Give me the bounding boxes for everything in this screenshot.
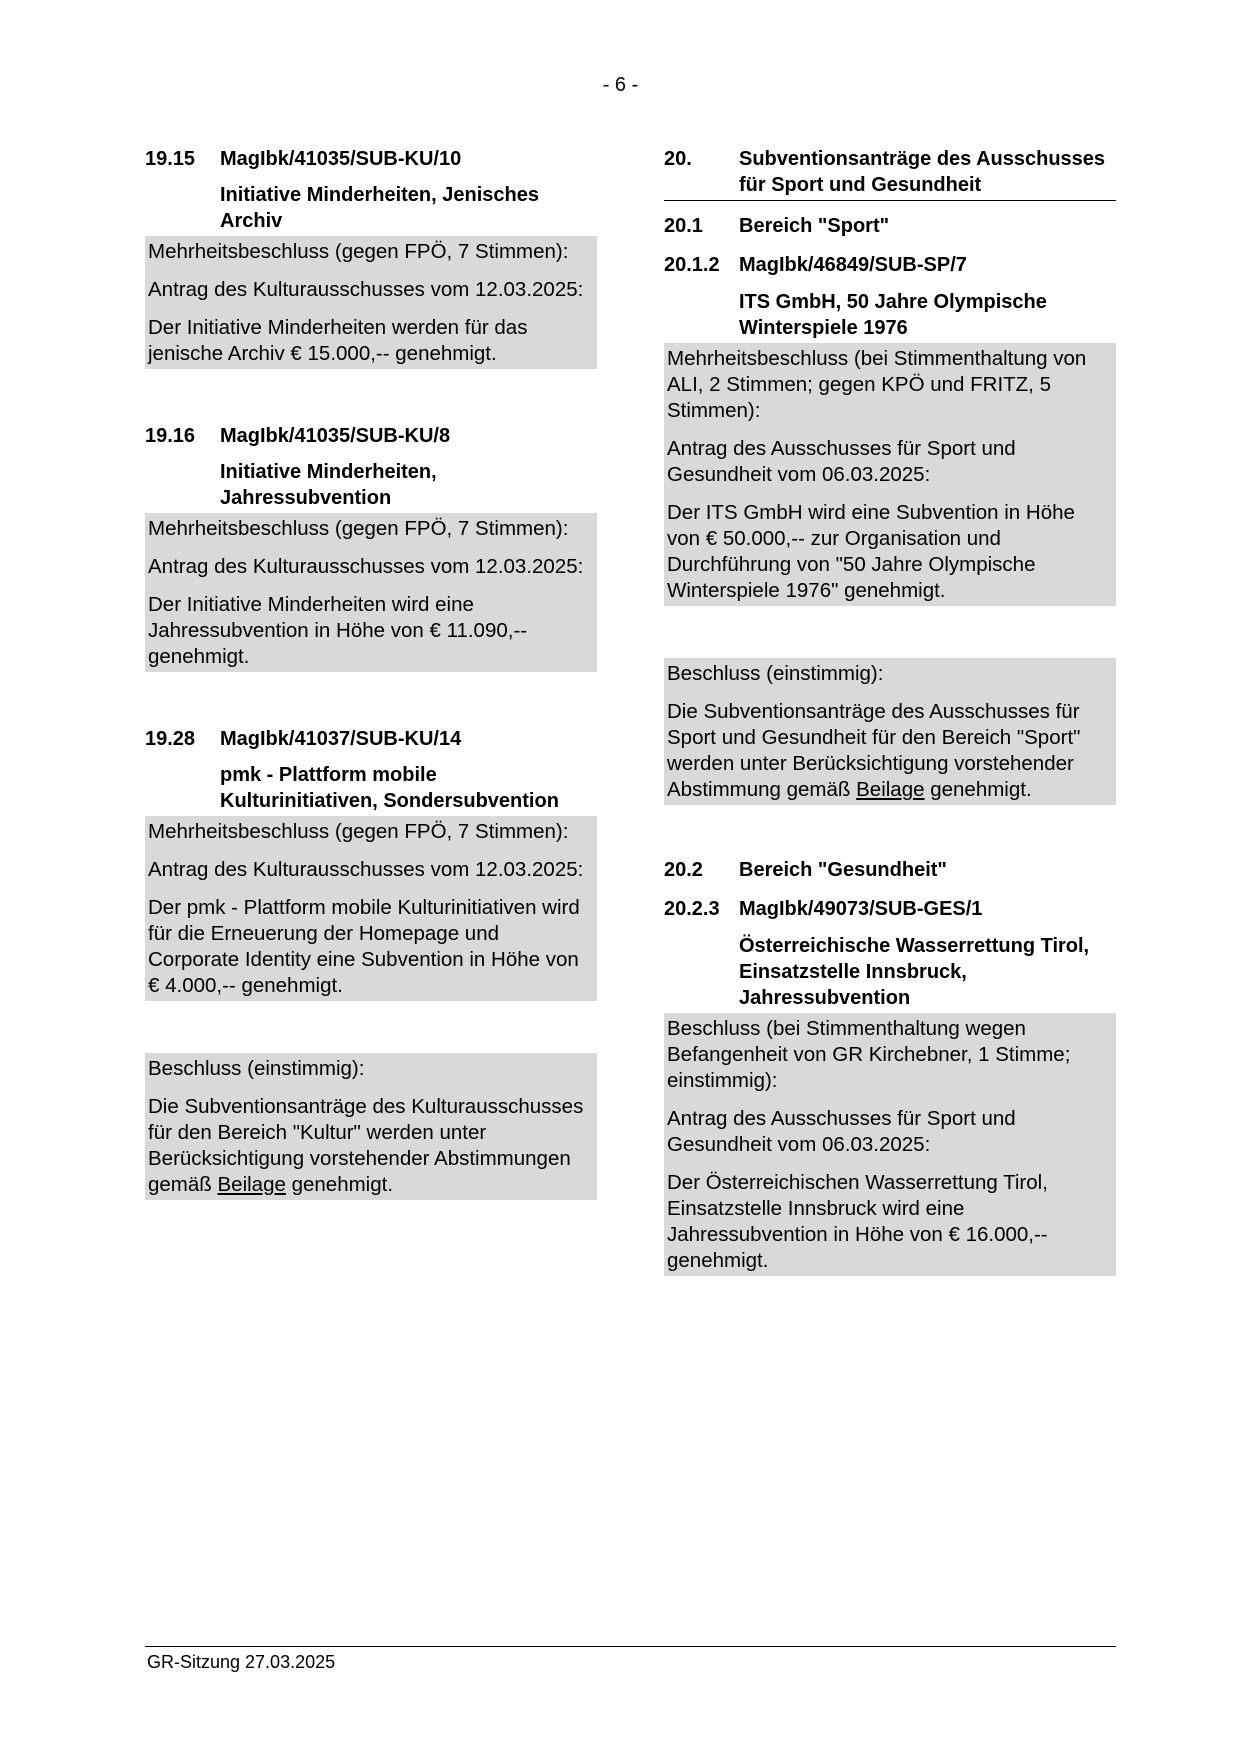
culture-summary-box (145, 1053, 597, 1200)
section-title: Bereich "Gesundheit" (739, 859, 947, 881)
section-number: 20.2 (664, 859, 703, 881)
resolution-text: Der Österreichischen Wasserrettung Tirol, Einsatzstelle Innsbruck wird eine Jahressubvention in Höhe von € 16.000,-- genehmigt. (667, 1171, 1048, 1272)
motion-source: Antrag des Ausschusses für Sport und Gesundheit vom 06.03.2025: (667, 1107, 1016, 1156)
section-heading-20-2 (664, 857, 1116, 883)
section-number: 20.2.3 (664, 898, 720, 920)
vote-result: Beschluss (einstimmig): (667, 662, 884, 685)
section-code: MagIbk/41035/SUB-KU/10 (220, 148, 462, 170)
page-number: - 6 - (602, 74, 639, 96)
resolution-text: Der ITS GmbH wird eine Subvention in Höhe von € 50.000,-- zur Organisation und Durchführung von "50 Jahre Olympische Winterspiele 1976" genehmigt. (667, 501, 1075, 602)
section-title: pmk - Plattform mobile Kulturinitiativen, Sondersubvention (220, 764, 559, 812)
section-number: 20. (664, 148, 692, 170)
resolution-text: Der pmk - Plattform mobile Kulturinitiativen wird für die Erneuerung der Homepage und Corporate Identity eine Subvention in Höhe von € 4.000,-- genehmigt. (148, 896, 580, 997)
section-20-2-3 (664, 896, 1116, 1276)
section-title: Subventionsanträge des Ausschusses für Sport und Gesundheit (739, 148, 1106, 196)
section-20-1-2 (664, 252, 1116, 606)
section-code: MagIbk/41035/SUB-KU/8 (220, 425, 451, 447)
motion-source: Antrag des Kulturausschusses vom 12.03.2025: (148, 858, 584, 881)
section-number: 20.1 (664, 215, 703, 237)
section-heading (145, 423, 597, 449)
section-number: 19.15 (145, 148, 196, 170)
section-heading (145, 726, 597, 752)
resolution-box (145, 816, 597, 1001)
section-heading (664, 896, 1116, 922)
vote-result: Mehrheitsbeschluss (gegen FPÖ, 7 Stimmen): (148, 820, 569, 843)
section-title: Initiative Minderheiten, Jenisches Archiv (220, 184, 539, 232)
section-title: Österreichische Wasserrettung Tirol, Einsatzstelle Innsbruck, Jahressubvention (739, 935, 1090, 1009)
section-number: 19.16 (145, 425, 196, 447)
attachment-link[interactable]: Beilage (217, 1173, 286, 1196)
sport-summary-box (664, 658, 1116, 805)
section-19-16 (145, 423, 597, 672)
resolution-text: Die Subventionsanträge des Ausschusses für Sport und Gesundheit für den Bereich "Sport" werden unter Berücksichtigung vorstehender Abstimmung gemäß Beilage genehmigt. (667, 700, 1081, 801)
section-number: 19.28 (145, 728, 196, 750)
resolution-box (664, 1013, 1116, 1276)
section-number: 20.1.2 (664, 254, 720, 276)
section-title: ITS GmbH, 50 Jahre Olympische Winterspiele 1976 (739, 291, 1047, 339)
resolution-box (664, 343, 1116, 606)
footer-text: GR-Sitzung 27.03.2025 (147, 1652, 336, 1672)
section-heading-20-1 (664, 213, 1116, 239)
section-code: MagIbk/49073/SUB-GES/1 (739, 898, 983, 920)
left-column (145, 146, 597, 1200)
section-title: Bereich "Sport" (739, 215, 890, 237)
section-19-28 (145, 726, 597, 1001)
section-code: MagIbk/41037/SUB-KU/14 (220, 728, 462, 750)
motion-source: Antrag des Kulturausschusses vom 12.03.2025: (148, 278, 584, 301)
motion-source: Antrag des Ausschusses für Sport und Gesundheit vom 06.03.2025: (667, 437, 1016, 486)
vote-result: Mehrheitsbeschluss (gegen FPÖ, 7 Stimmen): (148, 240, 569, 263)
right-column (664, 146, 1116, 1276)
section-heading (664, 252, 1116, 278)
vote-result: Beschluss (bei Stimmenthaltung wegen Befangenheit von GR Kirchebner, 1 Stimme; einstimmig): (667, 1017, 1071, 1092)
resolution-box (145, 236, 597, 369)
vote-result: Mehrheitsbeschluss (gegen FPÖ, 7 Stimmen): (148, 517, 569, 540)
resolution-text: Die Subventionsanträge des Kulturausschusses für den Bereich "Kultur" werden unter Berücksichtigung vorstehender Abstimmungen gemäß Beilage genehmigt. (148, 1095, 584, 1196)
resolution-box (145, 513, 597, 672)
footer-divider (145, 1646, 1116, 1647)
vote-result: Mehrheitsbeschluss (bei Stimmenthaltung von ALI, 2 Stimmen; gegen KPÖ und FRITZ, 5 Stimmen): (667, 347, 1087, 422)
section-heading (145, 146, 597, 172)
attachment-link[interactable]: Beilage (856, 778, 925, 801)
motion-source: Antrag des Kulturausschusses vom 12.03.2025: (148, 555, 584, 578)
section-code: MagIbk/46849/SUB-SP/7 (739, 254, 967, 276)
section-19-15 (145, 146, 597, 369)
vote-result: Beschluss (einstimmig): (148, 1057, 365, 1080)
resolution-text: Der Initiative Minderheiten wird eine Jahressubvention in Höhe von € 11.090,-- genehmigt. (148, 593, 528, 668)
resolution-text: Der Initiative Minderheiten werden für das jenische Archiv € 15.000,-- genehmigt. (148, 316, 528, 365)
chapter-heading-20 (664, 146, 1116, 201)
section-title: Initiative Minderheiten, Jahressubvention (220, 461, 437, 509)
